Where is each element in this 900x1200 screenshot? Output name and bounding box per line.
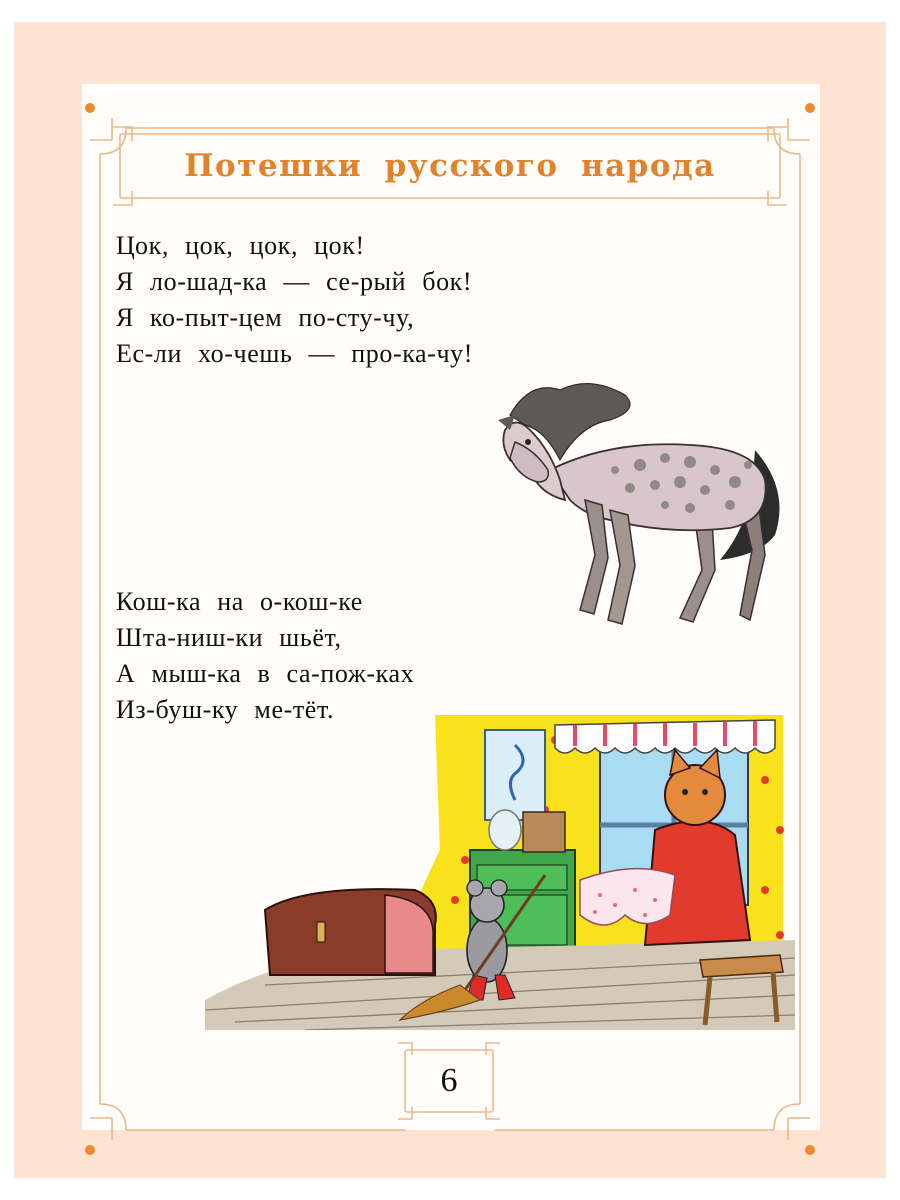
poem-line: Ес-ли хо-чешь — про-ка-чу!: [116, 339, 473, 368]
poem-line: Кош-ка на о-кош-ке: [116, 587, 363, 616]
poem-line: Шта-ниш-ки шьёт,: [116, 623, 342, 652]
poem-line: Я ло-шад-ка — се-рый бок!: [116, 267, 473, 296]
page-number: 6: [440, 1062, 458, 1099]
title-banner: [120, 133, 780, 199]
poem-line: Цок, цок, цок, цок!: [116, 231, 365, 260]
cat-and-mouse-room-illustration: [205, 700, 795, 1030]
poem-line: А мыш-ка в са-пож-ках: [116, 659, 415, 688]
poem-line: Я ко-пыт-цем по-сту-чу,: [116, 303, 415, 332]
poem-line: Из-буш-ку ме-тёт.: [116, 695, 335, 724]
page-title: Потешки русского народа: [184, 148, 716, 184]
horse-illustration: [490, 370, 800, 635]
poem-horse: [116, 228, 473, 372]
